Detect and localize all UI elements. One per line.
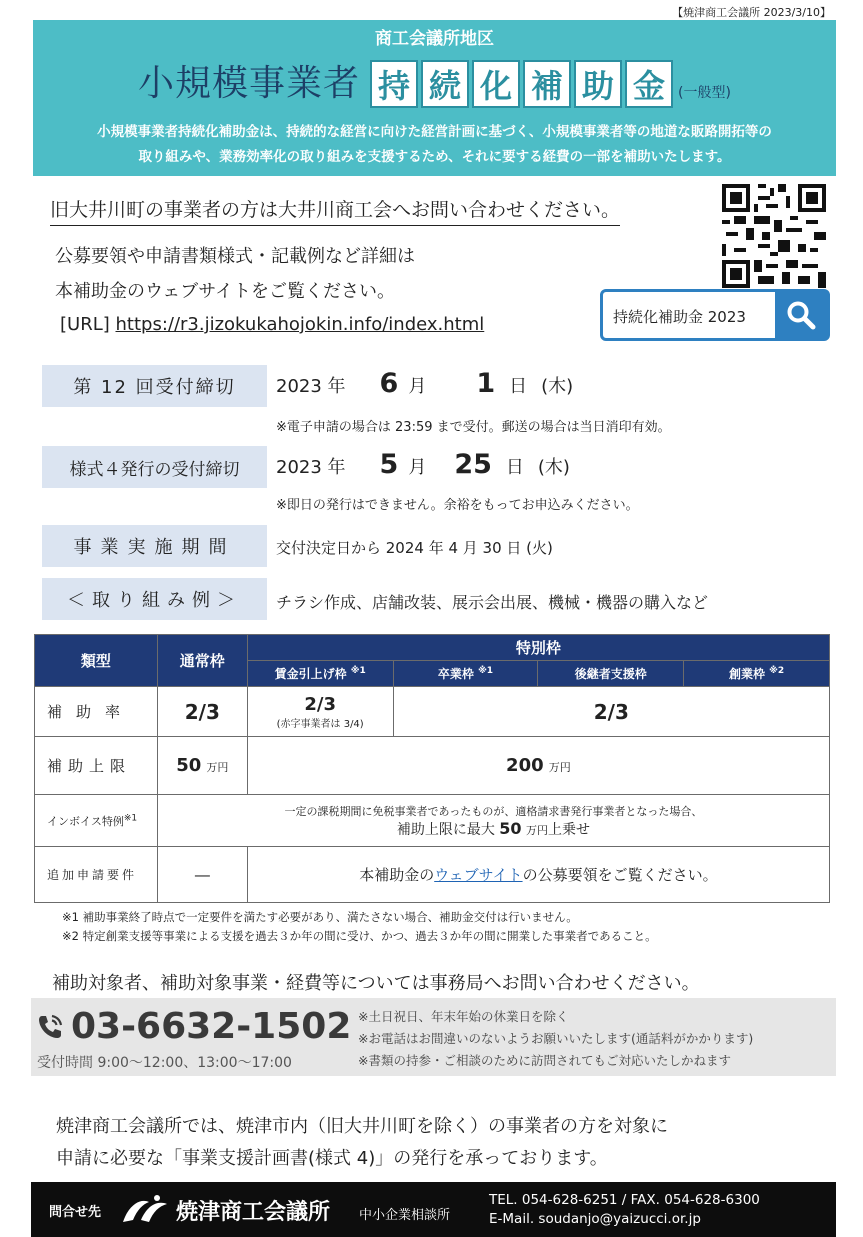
header-graduation (393, 661, 538, 687)
rate-other: 2/3 (393, 687, 829, 737)
header-wage-raise (247, 661, 393, 687)
invoice-line1: 一定の課税期間に免税事業者であったものが、適格請求書発行事業者となった場合、 (284, 804, 703, 818)
limit-special-unit: 万円 (548, 761, 571, 774)
deadline-note: ※電子申請の場合は 23:59 まで受付。郵送の場合は当日消印有効。 (276, 420, 671, 435)
title-box-char: 化 (472, 60, 520, 108)
col-mark: ※1 (350, 666, 366, 676)
footer-email[interactable]: E-Mail. soudanjo@yaizucci.or.jp (489, 1211, 701, 1227)
phone-note: ※お電話はお間違いのないようお願いいたします(通話料がかかります) (358, 1031, 754, 1046)
title-box-char: 持 (370, 60, 418, 108)
phone-band (31, 998, 836, 1076)
phone-number-row[interactable] (35, 1006, 351, 1047)
examples-value: チラシ作成、店舗改装、展示会出展、機械・機器の購入など (276, 593, 709, 612)
rate-wage-cell (247, 687, 393, 737)
row-label-limit: 補助上限 (35, 737, 158, 795)
invoice-mark: ※1 (123, 812, 138, 823)
footer-contact (489, 1191, 760, 1229)
footer (31, 1182, 836, 1237)
extra-cell (247, 847, 829, 903)
title-type: (一般型) (678, 85, 731, 101)
form4-month-unit: 月 (408, 457, 427, 478)
phone-note: ※書類の持参・ご相談のために訪問されてもご対応いたしかねます (358, 1053, 731, 1068)
inquiry-text: 補助対象者、補助対象事業・経費等については事務局へお問い合わせください。 (52, 973, 700, 994)
col-mark: ※2 (769, 666, 785, 676)
invoice-pre: 補助上限に最大 (396, 821, 495, 838)
footer-org-name: 焼津商工会議所 (176, 1200, 331, 1225)
extra-pre: 本補助金の (359, 866, 435, 884)
limit-special: 200 (506, 755, 544, 776)
row-label-extra: 追加申請要件 (35, 847, 158, 903)
website-link-inline[interactable]: ウェブサイト (434, 866, 523, 884)
table-row (35, 847, 830, 903)
phone-hours: 受付時間 9:00～12:00、13:00～17:00 (37, 1055, 292, 1071)
footnotes (62, 908, 657, 946)
deadline-year: 2023 年 (276, 376, 346, 397)
period-value: 交付決定日から 2024 年 4 月 30 日 (火) (276, 539, 553, 557)
extra-post: の公募要領をご覧ください。 (522, 866, 718, 884)
examples-label: ＜取り組み例＞ (42, 578, 267, 620)
col-label: 賃金引上げ枠 (274, 667, 347, 681)
search-box[interactable] (600, 289, 830, 341)
title-box-char: 金 (625, 60, 673, 108)
invoice-post: 上乗せ (548, 821, 591, 838)
header-startup (684, 661, 830, 687)
header-special: 特別枠 (247, 635, 829, 661)
deadline-month: 6 (379, 368, 399, 399)
col-label: 卒業枠 (437, 667, 474, 681)
header-type: 類型 (35, 635, 158, 687)
form4-month: 5 (379, 449, 399, 480)
qr-code[interactable] (722, 184, 826, 288)
invoice-num: 50 (499, 818, 522, 838)
header-normal: 通常枠 (157, 635, 247, 687)
title-main: 小規模事業者 (138, 63, 361, 104)
title-box-char: 続 (421, 60, 469, 108)
phone-note: ※土日祝日、年末年始の休業日を除く (358, 1009, 569, 1024)
col-mark: ※1 (478, 666, 494, 676)
subsidy-table (34, 634, 830, 903)
phone-icon (35, 1012, 65, 1042)
phone-number: 03-6632-1502 (71, 1006, 352, 1047)
row-label-rate: 補助率 (35, 687, 158, 737)
closing-text (56, 1111, 668, 1175)
deadline-label: 第 12 回受付締切 (42, 365, 267, 407)
deadline-day-unit: 日 (509, 376, 528, 397)
chamber-logo-icon (119, 1192, 171, 1226)
deadline-month-unit: 月 (408, 376, 427, 397)
table-row (35, 795, 830, 847)
form4-year: 2023 年 (276, 457, 346, 478)
phone-notes (358, 1006, 753, 1072)
footnote: ※1 補助事業終了時点で一定要件を満たす必要があり、満たさない場合、補助金交付は行いません。 (62, 910, 578, 924)
form4-note: ※即日の発行はできません。余裕をもってお申込みください。 (276, 498, 639, 513)
table-row (35, 687, 830, 737)
rate-wage: 2/3 (304, 693, 336, 715)
info-text: 公募要領や申請書類様式・記載例など詳細は (55, 246, 415, 267)
closing-line: 焼津商工会議所では、焼津市内（旧大井川町を除く）の事業者の方を対象に (56, 1116, 668, 1137)
title-banner (33, 20, 836, 176)
limit-normal-unit: 万円 (206, 761, 229, 774)
table-row (35, 737, 830, 795)
banner-description (39, 120, 830, 170)
url-label: [URL] (60, 314, 110, 335)
footer-dept: 中小企業相談所 (359, 1208, 451, 1223)
form4-deadline-date (276, 449, 570, 480)
website-link[interactable]: https://r3.jizokukahojokin.info/index.html (115, 314, 485, 335)
deadline-date (276, 368, 573, 399)
period-label: 事業実施期間 (42, 525, 267, 567)
footer-label: 問合せ先 (49, 1205, 102, 1220)
invoice-label: インボイス特例 (47, 814, 124, 828)
footer-tel-fax[interactable]: TEL. 054-628-6251 / FAX. 054-628-6300 (489, 1192, 760, 1208)
description-line: 小規模事業者持続化補助金は、持続的な経営に向けた経営計画に基づく、小規模事業者等の地道な販路開拓等の (97, 124, 772, 140)
form4-day: 25 (454, 449, 492, 480)
row-label-invoice (35, 795, 158, 847)
title-box-char: 補 (523, 60, 571, 108)
invoice-line2 (158, 819, 829, 839)
deadline-day: 1 (476, 368, 496, 399)
deadline-weekday: (木) (541, 376, 574, 397)
search-query: 持続化補助金 2023 (613, 308, 746, 326)
col-label: 創業枠 (728, 667, 765, 681)
search-button[interactable] (775, 292, 827, 338)
description-line: 取り組みや、業務効率化の取り組みを支援するため、それに要する経費の一部を補助いたします。 (138, 149, 731, 165)
extra-normal: ― (157, 847, 247, 903)
form4-weekday: (木) (537, 457, 570, 478)
closing-line: 申請に必要な「事業支援計画書(様式 4)」の発行を承っております。 (56, 1148, 608, 1169)
col-label: 後継者支援枠 (574, 667, 647, 681)
rate-wage-note: (赤字事業者は 3/4) (276, 718, 364, 730)
oigawa-contact-note: 旧大井川町の事業者の方は大井川商工会へお問い合わせください。 (50, 195, 620, 226)
limit-normal-cell (157, 737, 247, 795)
banner-title (33, 60, 836, 108)
limit-special-cell (247, 737, 829, 795)
info-text: 本補助金のウェブサイトをご覧ください。 (55, 281, 396, 302)
rate-normal: 2/3 (157, 687, 247, 737)
source-tag: 【焼津商工会議所 2023/3/10】 (672, 6, 831, 19)
invoice-cell (157, 795, 829, 847)
url-line (60, 314, 484, 335)
header-successor (538, 661, 684, 687)
footnote: ※2 特定創業支援等事業による支援を過去３か年の間に受け、かつ、過去３か年の間に開業した事業者であること。 (62, 929, 657, 943)
form4-deadline-label: 様式４発行の受付締切 (42, 446, 267, 488)
invoice-unit: 万円 (526, 823, 549, 837)
title-box-char: 助 (574, 60, 622, 108)
search-icon (785, 299, 817, 331)
banner-subtitle: 商工会議所地区 (375, 29, 494, 49)
limit-normal: 50 (176, 755, 202, 776)
form4-day-unit: 日 (505, 457, 524, 478)
title-boxes (370, 60, 676, 108)
